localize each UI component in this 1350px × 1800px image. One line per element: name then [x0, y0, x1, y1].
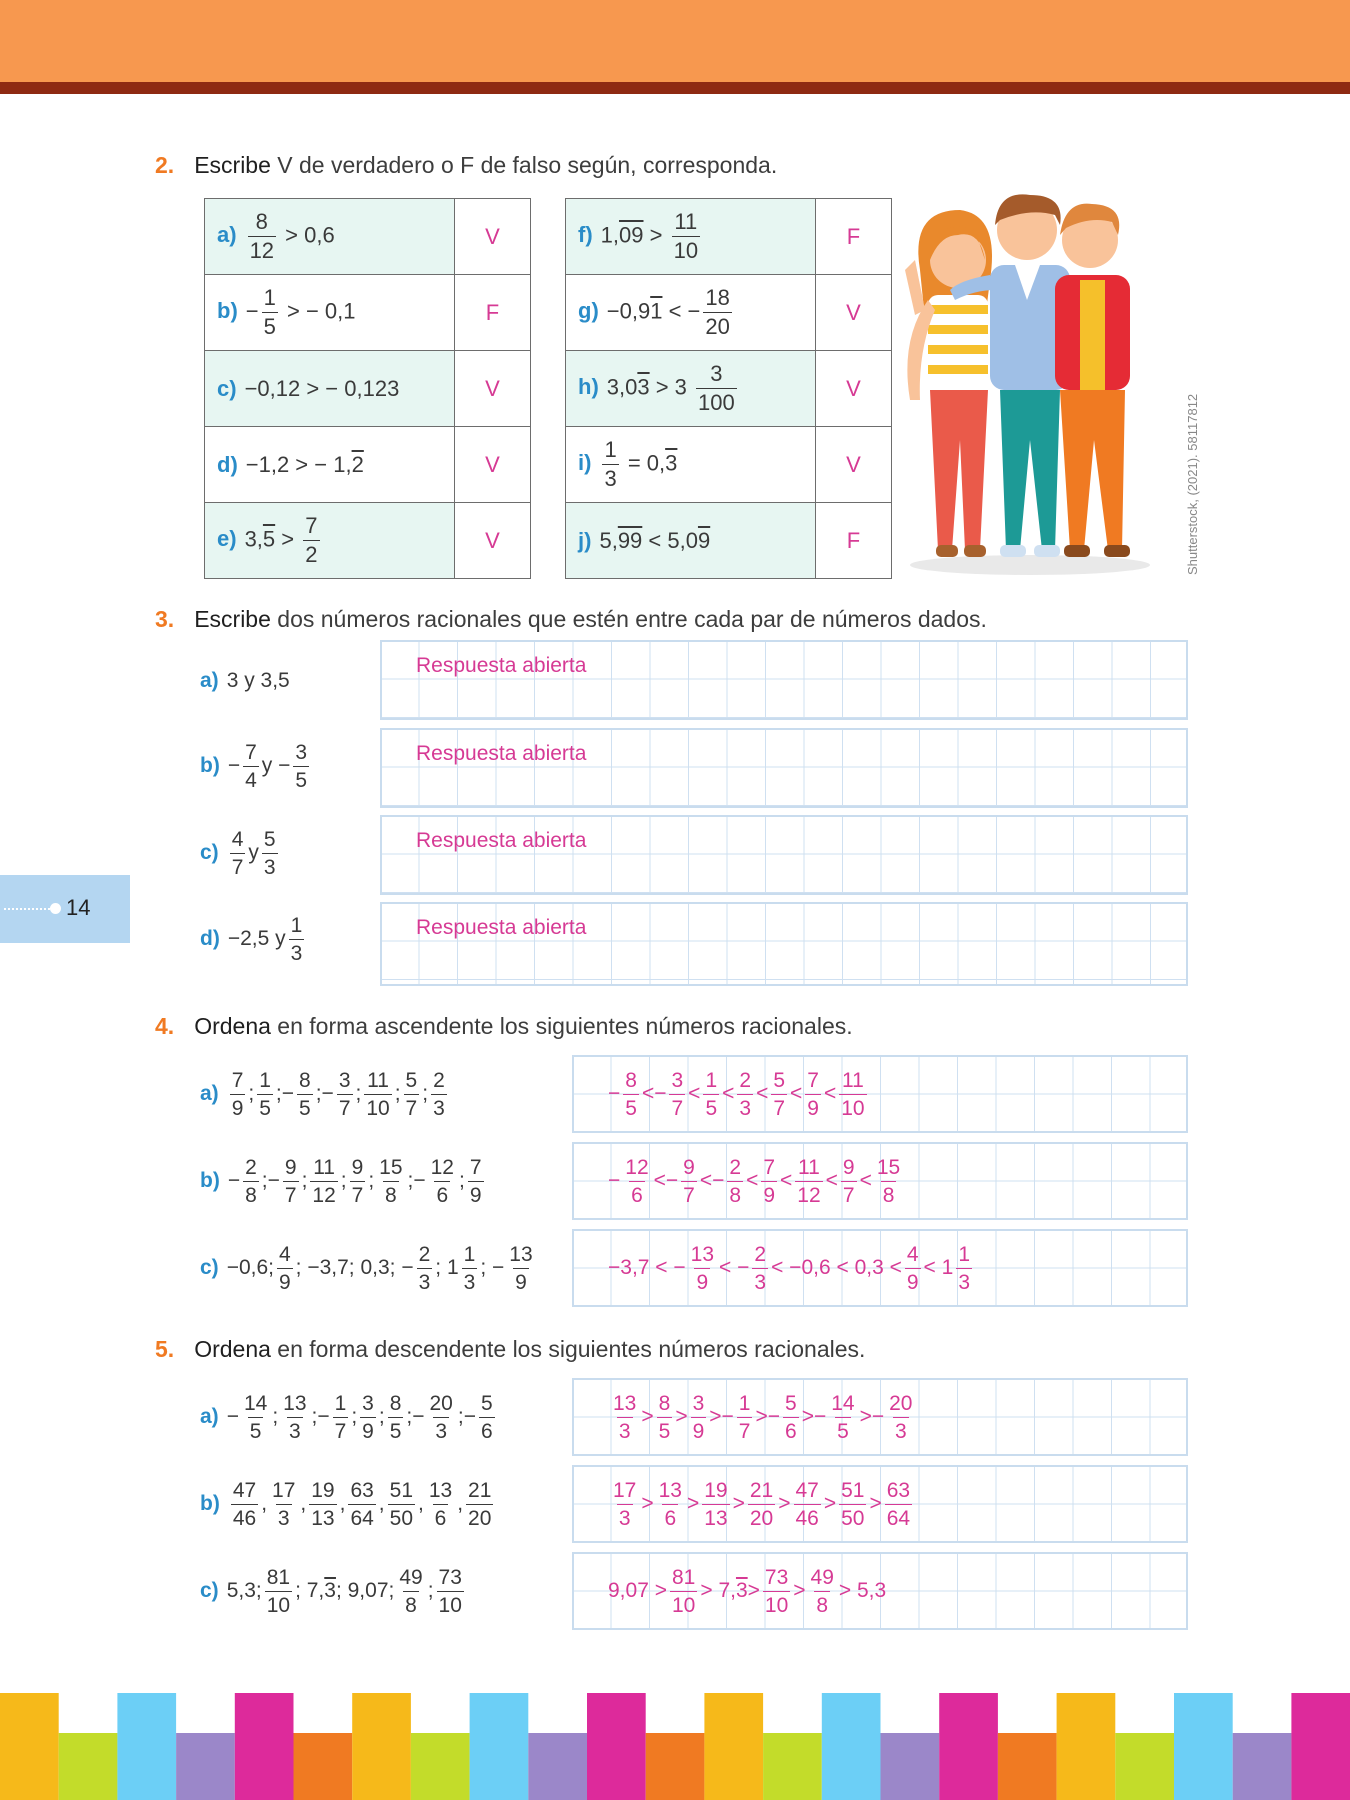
question-2-heading: [155, 152, 777, 179]
fraction: 7 9: [807, 1068, 819, 1120]
fraction: 9 7: [842, 1155, 855, 1207]
fraction: $\frac{20}{3}$: [889, 1391, 913, 1443]
fraction: 1 5: [259, 1068, 271, 1120]
answer-j: F: [816, 503, 892, 579]
answer-text: Respuesta abierta: [416, 654, 587, 677]
answer-a: V: [455, 199, 531, 275]
fraction: 17 3: [613, 1478, 637, 1530]
color-bar: [411, 1733, 470, 1800]
color-bar: [704, 1693, 763, 1800]
answer-grid-q3d[interactable]: [380, 902, 1188, 986]
statement-i: i) $\frac{1}{3}$ = 0,3: [566, 427, 816, 503]
fraction: $\frac{12}{6}$: [625, 1155, 649, 1207]
answer-grid-q3c[interactable]: [380, 815, 1188, 895]
question-3-heading: [155, 606, 987, 633]
color-bar: [939, 1693, 998, 1800]
question-text: dos números racionales que estén entre cada par de números dados.: [270, 606, 987, 632]
question-verb: Escribe: [194, 606, 271, 632]
q3-item-d: d) −2,5 y 1 3: [200, 913, 303, 965]
question-number: 5.: [155, 1336, 175, 1362]
statement-j: j) 5,99 < 5,09: [566, 503, 816, 579]
fraction: 15 8: [876, 1155, 901, 1207]
color-bar: [763, 1733, 822, 1800]
header-rule: [0, 82, 1350, 94]
fraction: 5 7: [773, 1068, 786, 1120]
fraction: 11 10: [366, 1068, 390, 1120]
fraction: 2 3: [739, 1068, 752, 1120]
statement-b: b) − $\frac{1}{5}$ > − 0,1: [205, 275, 455, 351]
fraction: $\frac{2}{8}$: [245, 1155, 257, 1207]
fraction: 7 9: [469, 1155, 482, 1207]
color-bar: [470, 1693, 529, 1800]
dotted-line: [4, 908, 54, 910]
answer-grid-q3a[interactable]: [380, 640, 1188, 720]
fraction: 7 9: [231, 1068, 244, 1120]
q4-item-c: c) −0,6; 4 9 ; −3,7; 0,3; − $\frac{2}{3}$ ; 1 1 3 ; − $\frac{13}{9}$: [200, 1242, 533, 1294]
fraction: 2 3: [433, 1068, 445, 1120]
color-bar: [0, 1693, 59, 1800]
fraction: $\frac{9}{7}$: [683, 1155, 695, 1207]
fraction: 21 20: [468, 1478, 492, 1530]
color-bar: [235, 1693, 294, 1800]
answer-grid-q4c[interactable]: [572, 1229, 1188, 1307]
fraction: 51 50: [841, 1478, 865, 1530]
fraction: 13 3: [613, 1391, 637, 1443]
fraction: $\frac{8}{5}$: [299, 1068, 311, 1120]
answer-text: 9,07 > 81 10 > 7, 3 > 73 10 > 49 8 > 5,3: [608, 1565, 887, 1617]
color-bar: [1233, 1733, 1292, 1800]
fraction: 15 8: [379, 1155, 403, 1207]
answer-grid-q5b[interactable]: [572, 1465, 1188, 1543]
color-bar: [646, 1733, 705, 1800]
statement-a: a) $\frac{8}{12}$ > 0,6: [205, 199, 455, 275]
statement-d: d) −1,2 > − 1,2: [205, 427, 455, 503]
answer-c: V: [455, 351, 531, 427]
answer-text: − $\frac{12}{6}$ < − $\frac{9}{7}$ < − $\frac{2}{8}$ < 7 9 < 11 12 < 9 7 < 15 8: [608, 1155, 901, 1207]
question-number: 4.: [155, 1013, 175, 1039]
bottom-color-bars: [0, 1693, 1350, 1800]
color-bar: [294, 1733, 353, 1800]
true-false-table-left: [204, 198, 531, 579]
statement-e: e) 3,5 > $\frac{7}{2}$: [205, 503, 455, 579]
answer-text: Respuesta abierta: [416, 742, 587, 765]
color-bar: [998, 1733, 1057, 1800]
q4-item-b: b) − $\frac{2}{8}$ ; − $\frac{9}{7}$ ; 11 12 ; 9 7 ; 15 8 ; − $\frac{12}{6}$ ; 7 9: [200, 1155, 482, 1207]
question-text: V de verdadero o F de falso según, corresponda.: [270, 152, 778, 178]
answer-text: Respuesta abierta: [416, 829, 587, 852]
fraction: 5 7: [405, 1068, 418, 1120]
page-tab: [0, 875, 130, 943]
question-number: 3.: [155, 606, 175, 632]
fraction: $\frac{5}{6}$: [480, 1391, 493, 1443]
fraction: $\frac{20}{3}$: [429, 1391, 453, 1443]
color-bar: [587, 1693, 646, 1800]
color-bar: [528, 1733, 587, 1800]
answer-text: − $\frac{8}{5}$ < − $\frac{3}{7}$ < 1 5 < 2 3 < 5 7 < 7 9 < 11 10: [608, 1068, 865, 1120]
fraction: $\frac{12}{6}$: [430, 1155, 454, 1207]
color-bar: [881, 1733, 940, 1800]
answer-h: V: [816, 351, 892, 427]
q4-item-a: a) 7 9 ; 1 5 ; − $\frac{8}{5}$ ; − $\frac{3}{7}$ ; 11 10 ; 5 7 ; 2 3: [200, 1068, 445, 1120]
answer-f: F: [816, 199, 892, 275]
fraction: 3 9: [692, 1391, 705, 1443]
fraction: 19 13: [704, 1478, 728, 1530]
fraction: 7 9: [763, 1155, 776, 1207]
fraction: $\frac{14}{5}$: [243, 1391, 268, 1443]
fraction: 11 12: [797, 1155, 821, 1207]
answer-text: Respuesta abierta: [416, 916, 587, 939]
fraction: 17 3: [272, 1478, 296, 1530]
question-verb: Ordena: [194, 1336, 271, 1362]
fraction: $\frac{14}{5}$: [831, 1391, 855, 1443]
tab-dot: [50, 903, 61, 914]
question-5-heading: [155, 1336, 865, 1363]
fraction: 8 5: [389, 1391, 402, 1443]
image-credit: Shutterstock, (2021). 58117812: [1185, 393, 1200, 575]
page-number: 14: [66, 895, 91, 920]
question-4-heading: [155, 1013, 853, 1040]
fraction: 63 64: [886, 1478, 911, 1530]
q3-item-a: a) 3 y 3,5: [200, 669, 290, 692]
fraction: $\frac{3}{7}$: [671, 1068, 684, 1120]
q5-item-c: c) 5,3; 81 10 ; 7, 3 ; 9,07; 49 8 ; 73 10: [200, 1565, 462, 1617]
color-bar: [59, 1733, 118, 1800]
fraction: 9 7: [351, 1155, 364, 1207]
answer-e: V: [455, 503, 531, 579]
fraction: 13 3: [283, 1391, 307, 1443]
fraction: 51 50: [389, 1478, 413, 1530]
fraction: 11 12: [312, 1155, 336, 1207]
q3-item-c: c) 4 7 y 5 3: [200, 827, 276, 879]
answer-d: V: [455, 427, 531, 503]
color-bar: [352, 1693, 411, 1800]
fraction: $\frac{3}{7}$: [338, 1068, 351, 1120]
fraction: $\frac{8}{5}$: [625, 1068, 637, 1120]
fraction: 13 6: [428, 1478, 453, 1530]
fraction: $\frac{1}{7}$: [738, 1391, 751, 1443]
answer-grid-q4b[interactable]: [572, 1142, 1188, 1220]
fraction: $\frac{9}{7}$: [284, 1155, 297, 1207]
color-bar: [1057, 1693, 1116, 1800]
color-bar: [117, 1693, 176, 1800]
answer-grid-q3b[interactable]: [380, 728, 1188, 808]
question-verb: Ordena: [194, 1013, 271, 1039]
true-false-table-right: [565, 198, 892, 579]
answer-g: V: [816, 275, 892, 351]
question-verb: Escribe: [194, 152, 271, 178]
q3-item-b: b) − $\frac{7}{4}$ y − $\frac{3}{5}$: [200, 740, 308, 792]
answer-grid-q4a[interactable]: [572, 1055, 1188, 1133]
fraction: 21 20: [749, 1478, 774, 1530]
answer-i: V: [816, 427, 892, 503]
color-bar: [1174, 1693, 1233, 1800]
color-bar: [176, 1733, 235, 1800]
statement-f: f) 1,09 > $\frac{11}{10}$: [566, 199, 816, 275]
header-band: [0, 0, 1350, 82]
fraction: 8 5: [658, 1391, 671, 1443]
fraction: $\frac{2}{8}$: [729, 1155, 742, 1207]
students-illustration: [880, 190, 1160, 580]
color-bar: [1291, 1693, 1350, 1800]
color-bar: [1115, 1733, 1174, 1800]
statement-c: c) −0,12 > − 0,123: [205, 351, 455, 427]
question-text: en forma descendente los siguientes números racionales.: [270, 1336, 866, 1362]
fraction: $\frac{5}{6}$: [785, 1391, 797, 1443]
answer-grid-q5c[interactable]: [572, 1552, 1188, 1630]
fraction: $\frac{1}{7}$: [334, 1391, 347, 1443]
fraction: 47 46: [795, 1478, 819, 1530]
fraction: 13 6: [658, 1478, 682, 1530]
statement-h: h) 3,03 > 3 $\frac{3}{100}$: [566, 351, 816, 427]
statement-g: g) −0,91 < − $\frac{18}{20}$: [566, 275, 816, 351]
answer-text: −3,7 < − $\frac{13}{9}$ < − $\frac{2}{3}$ < −0,6 < 0,3 < 4 9 < 1 1 3: [608, 1242, 971, 1294]
fraction: 63 64: [350, 1478, 374, 1530]
answer-text: 13 3 > 8 5 > 3 9 > − $\frac{1}{7}$ > − $\frac{5}{6}$ > − $\frac{14}{5}$ > − $\frac{20}{3}$: [613, 1391, 913, 1443]
fraction: 11 10: [841, 1068, 865, 1120]
color-bar: [822, 1693, 881, 1800]
question-text: en forma ascendente los siguientes números racionales.: [270, 1013, 853, 1039]
question-number: 2.: [155, 152, 175, 178]
fraction: 1 5: [705, 1068, 718, 1120]
fraction: 3 9: [362, 1391, 374, 1443]
answer-b: F: [455, 275, 531, 351]
answer-grid-q5a[interactable]: [572, 1378, 1188, 1456]
fraction: 47 46: [232, 1478, 257, 1530]
fraction: 19 13: [311, 1478, 335, 1530]
q5-item-b: b) 47 46 , 17 3 , 19 13 , 63 64 , 51 50 , 13 6 , 21 20: [200, 1478, 492, 1530]
answer-text: 17 3 > 13 6 > 19 13 > 21 20 > 47 46 > 51 50 > 63 64: [613, 1478, 911, 1530]
q5-item-a: a) − $\frac{14}{5}$ ; 13 3 ; − $\frac{1}{7}$ ; 3 9 ; 8 5 ; − $\frac{20}{3}$ ; − $\frac{5}{6}$: [200, 1391, 493, 1443]
